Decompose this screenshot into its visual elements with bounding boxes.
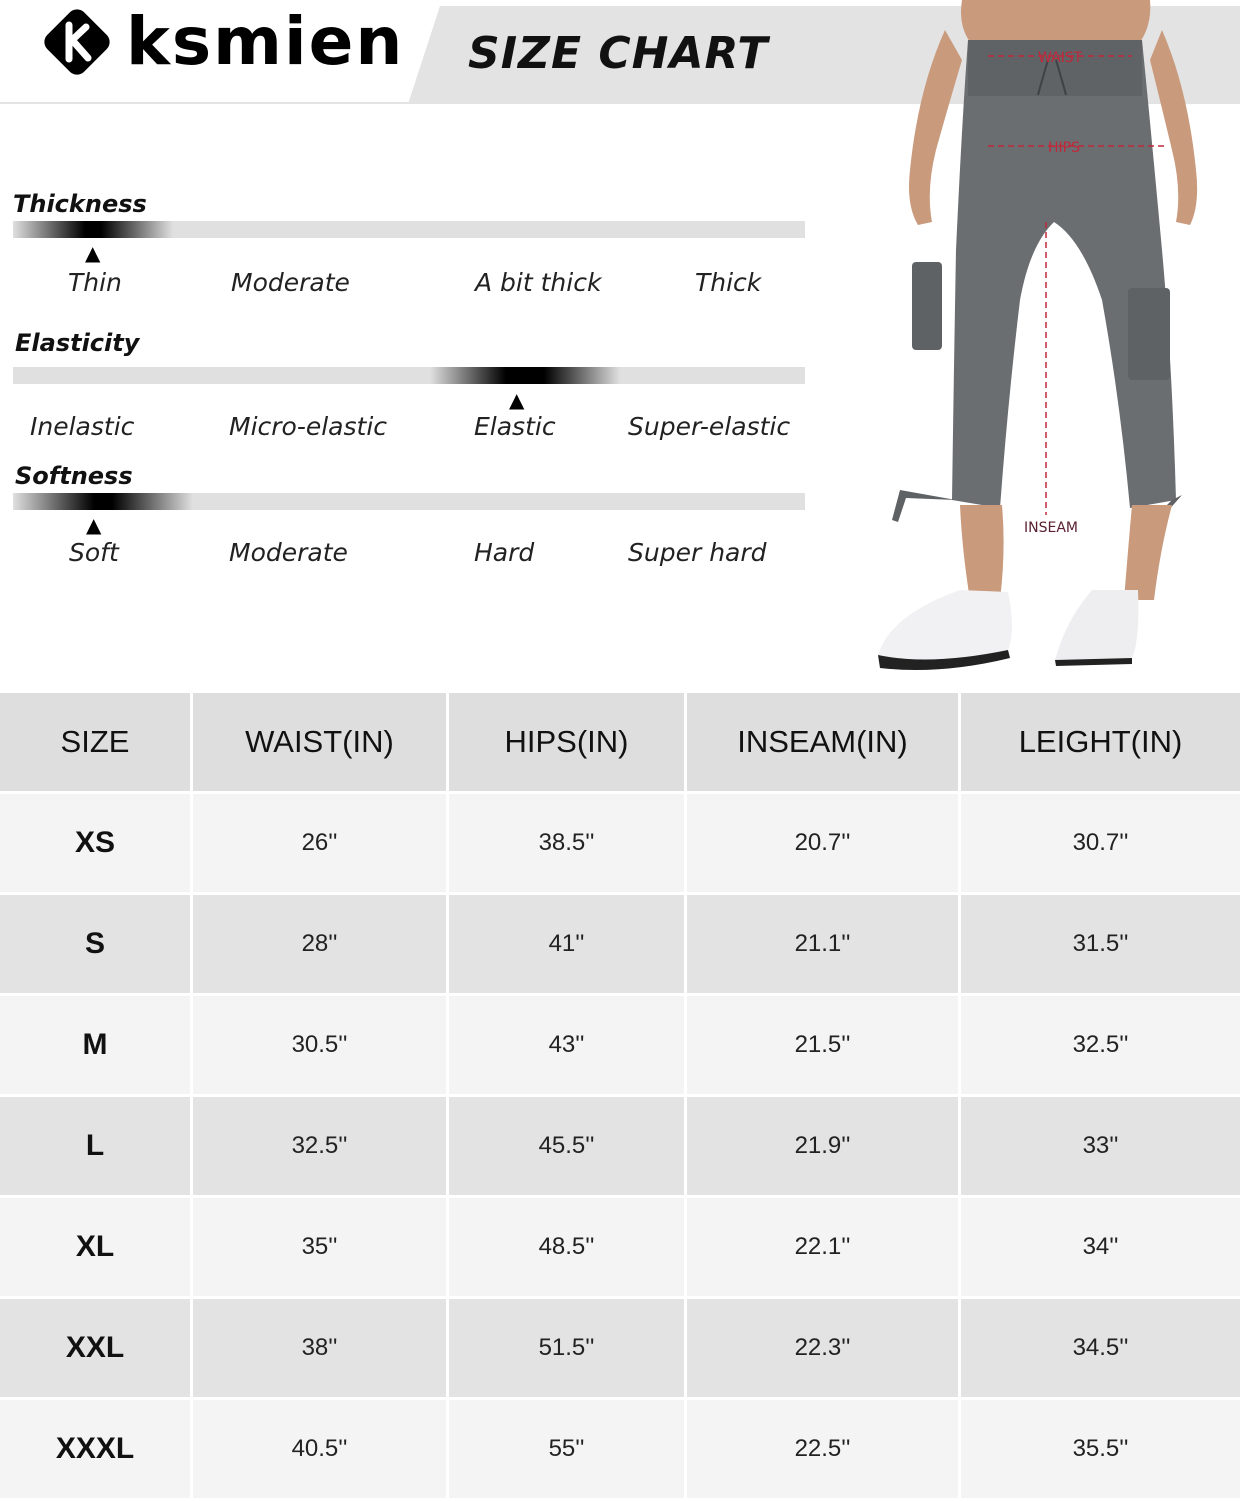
brand-logo — [38, 2, 404, 82]
table-cell: 21.5'' — [687, 996, 961, 1097]
size-cell: L — [0, 1097, 193, 1198]
column-header: INSEAM(IN) — [687, 693, 961, 794]
table-cell: 21.1'' — [687, 895, 961, 996]
right-calf — [1124, 505, 1172, 600]
attribute-label: Elastic — [474, 412, 556, 441]
brand-mark-icon — [38, 3, 116, 81]
table-cell: 30.7'' — [961, 794, 1240, 895]
size-table — [0, 693, 1240, 1501]
attribute-label: Thick — [695, 268, 762, 297]
table-row — [0, 794, 1240, 895]
table-cell: 28'' — [193, 895, 449, 996]
table-cell: 48.5'' — [449, 1198, 687, 1299]
table-row — [0, 996, 1240, 1097]
table-cell: 22.1'' — [687, 1198, 961, 1299]
attribute-title-softness: Softness — [15, 462, 133, 490]
table-row — [0, 1097, 1240, 1198]
table-cell: 34.5'' — [961, 1299, 1240, 1400]
page-title: SIZE CHART — [468, 28, 769, 79]
attribute-label: Inelastic — [30, 412, 135, 441]
size-cell: S — [0, 895, 193, 996]
attribute-bar-elasticity — [13, 367, 805, 384]
table-cell: 45.5'' — [449, 1097, 687, 1198]
table-cell: 21.9'' — [687, 1097, 961, 1198]
table-cell: 30.5'' — [193, 996, 449, 1097]
size-cell: M — [0, 996, 193, 1097]
table-cell: 31.5'' — [961, 895, 1240, 996]
triangle-up-icon: ▲ — [86, 513, 102, 537]
attribute-label: Moderate — [231, 268, 350, 297]
cargo-pocket-left — [912, 262, 942, 350]
table-cell: 34'' — [961, 1198, 1240, 1299]
attribute-label: Soft — [69, 538, 119, 567]
table-cell: 20.7'' — [687, 794, 961, 895]
column-header: SIZE — [0, 693, 193, 794]
waistband — [968, 40, 1142, 96]
table-cell: 35.5'' — [961, 1400, 1240, 1501]
table-cell: 32.5'' — [961, 996, 1240, 1097]
size-cell: XS — [0, 794, 193, 895]
torso — [961, 0, 1150, 42]
table-cell: 43'' — [449, 996, 687, 1097]
attribute-bar-thickness — [13, 221, 805, 238]
table-cell: 35'' — [193, 1198, 449, 1299]
right-arm — [1150, 30, 1197, 225]
column-header: WAIST(IN) — [193, 693, 449, 794]
attribute-label: Super hard — [628, 538, 767, 567]
column-header: HIPS(IN) — [449, 693, 687, 794]
waist-measure-label: WAIST — [1038, 50, 1083, 66]
attribute-label: Moderate — [229, 538, 348, 567]
table-row — [0, 895, 1240, 996]
table-cell: 55'' — [449, 1400, 687, 1501]
attribute-label: Micro-elastic — [229, 412, 388, 441]
size-cell: XXXL — [0, 1400, 193, 1501]
table-cell: 22.5'' — [687, 1400, 961, 1501]
table-row — [0, 1198, 1240, 1299]
table-cell: 26'' — [193, 794, 449, 895]
attribute-label: Super-elastic — [628, 412, 791, 441]
attribute-bar-softness — [13, 493, 805, 510]
pants — [952, 40, 1176, 508]
brand-name: ksmien — [126, 3, 405, 80]
table-cell: 32.5'' — [193, 1097, 449, 1198]
right-shoe — [1055, 590, 1138, 660]
hips-measure-label: HIPS — [1048, 140, 1080, 156]
product-figure — [870, 0, 1240, 680]
triangle-up-icon: ▲ — [85, 241, 101, 265]
table-cell: 22.3'' — [687, 1299, 961, 1400]
table-header-row — [0, 693, 1240, 794]
table-row — [0, 1400, 1240, 1501]
attribute-label: Thin — [68, 268, 122, 297]
attribute-title-thickness: Thickness — [13, 190, 147, 218]
attribute-label: A bit thick — [475, 268, 602, 297]
attribute-title-elasticity: Elasticity — [15, 329, 140, 357]
attribute-indicator — [13, 221, 173, 238]
cuff-tie-left — [892, 490, 956, 522]
column-header: LEIGHT(IN) — [961, 693, 1240, 794]
table-cell: 41'' — [449, 895, 687, 996]
table-cell: 51.5'' — [449, 1299, 687, 1400]
inseam-measure-label: INSEAM — [1024, 520, 1078, 536]
left-calf — [960, 505, 1004, 600]
left-arm — [909, 30, 962, 225]
triangle-up-icon: ▲ — [509, 388, 525, 412]
table-cell: 33'' — [961, 1097, 1240, 1198]
size-cell: XL — [0, 1198, 193, 1299]
table-cell: 38'' — [193, 1299, 449, 1400]
attribute-indicator — [430, 367, 620, 384]
table-cell: 40.5'' — [193, 1400, 449, 1501]
attribute-label: Hard — [474, 538, 535, 567]
size-cell: XXL — [0, 1299, 193, 1400]
attribute-indicator — [13, 493, 193, 510]
table-row — [0, 1299, 1240, 1400]
cargo-pocket-right — [1128, 288, 1170, 380]
table-cell: 38.5'' — [449, 794, 687, 895]
